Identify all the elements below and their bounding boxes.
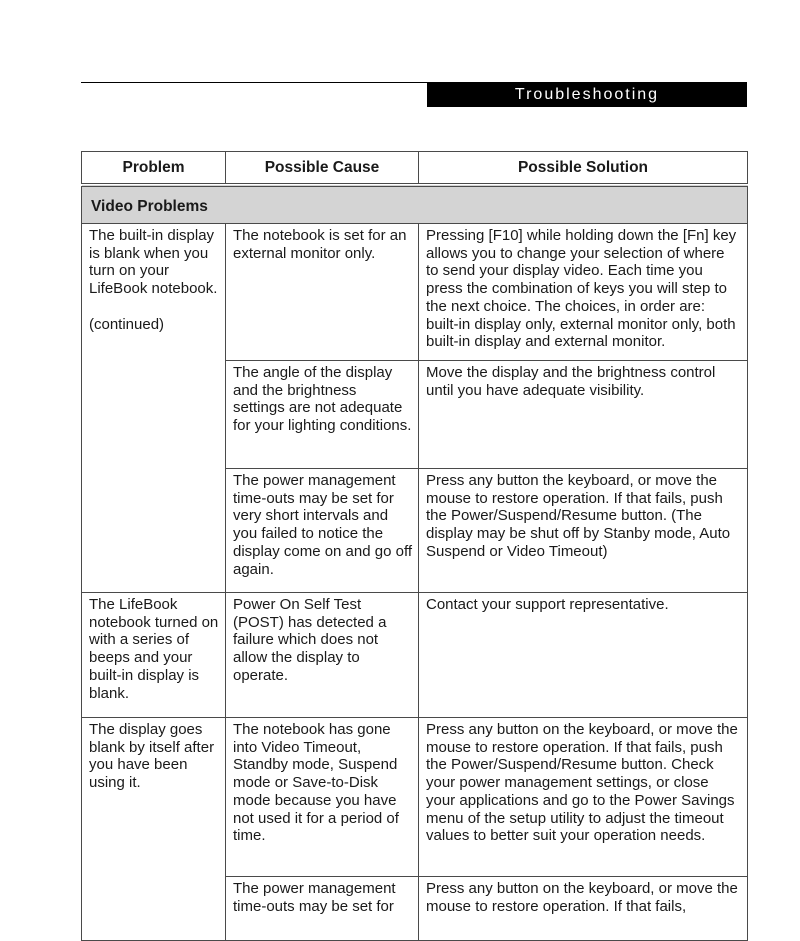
problem-cell: The LifeBook notebook turned on with a series of beeps and your built-in display is blank.: [82, 593, 226, 718]
continued-note: (continued): [89, 315, 165, 333]
problem-text: The built-in display is blank when you turn on your LifeBook notebook.: [89, 227, 218, 298]
column-header-possible-cause: Possible Cause: [226, 152, 419, 186]
solution-cell: Pressing [F10] while holding down the [Fn] key allows you to change your selection of where to send your display video. Each time you press the combination of keys you will step to the next choice. The choices, in order are: built-in display only, external monitor only, both built-in display and external monitor.: [419, 224, 748, 361]
section-label: Video Problems: [82, 185, 748, 224]
troubleshooting-table: [81, 151, 748, 941]
solution-cell: Press any button the keyboard, or move the mouse to restore operation. If that fails, push the Power/Suspend/Resume button. (The display may be shut off by Stanby mode, Auto Suspend or Video Timeout): [419, 469, 748, 593]
cause-cell: Power On Self Test (POST) has detected a failure which does not allow the display to operate.: [226, 593, 419, 718]
cause-cell: The power management time-outs may be set for very short intervals and you failed to notice the display come on and go off again.: [226, 469, 419, 593]
solution-cell: Contact your support representative.: [419, 593, 748, 718]
table-row: [82, 224, 748, 361]
table-row: [82, 593, 748, 718]
solution-cell: Move the display and the brightness control until you have adequate visibility.: [419, 361, 748, 469]
problem-cell: [82, 224, 226, 593]
column-header-problem: Problem: [82, 152, 226, 186]
column-header-possible-solution: Possible Solution: [419, 152, 748, 186]
solution-cell: Press any button on the keyboard, or move the mouse to restore operation. If that fails, push the Power/Suspend/Resume button. Check your power management settings, or close your applications and go to the Power Savings menu of the setup utility to adjust the timeout values to better suit your operation needs.: [419, 718, 748, 877]
cause-cell: The notebook has gone into Video Timeout, Standby mode, Suspend mode or Save-to-Disk mode because you have not used it for a period of time.: [226, 718, 419, 877]
cause-cell: The notebook is set for an external monitor only.: [226, 224, 419, 361]
solution-cell: Press any button on the keyboard, or move the mouse to restore operation. If that fails,: [419, 877, 748, 941]
section-row-video-problems: [82, 185, 748, 224]
table-header-row: [82, 152, 748, 186]
table-row: [82, 718, 748, 877]
section-header-tab: Troubleshooting: [427, 82, 747, 107]
problem-cell: The display goes blank by itself after you have been using it.: [82, 718, 226, 941]
cause-cell: The power management time-outs may be set for: [226, 877, 419, 941]
cause-cell: The angle of the display and the brightness settings are not adequate for your lighting conditions.: [226, 361, 419, 469]
